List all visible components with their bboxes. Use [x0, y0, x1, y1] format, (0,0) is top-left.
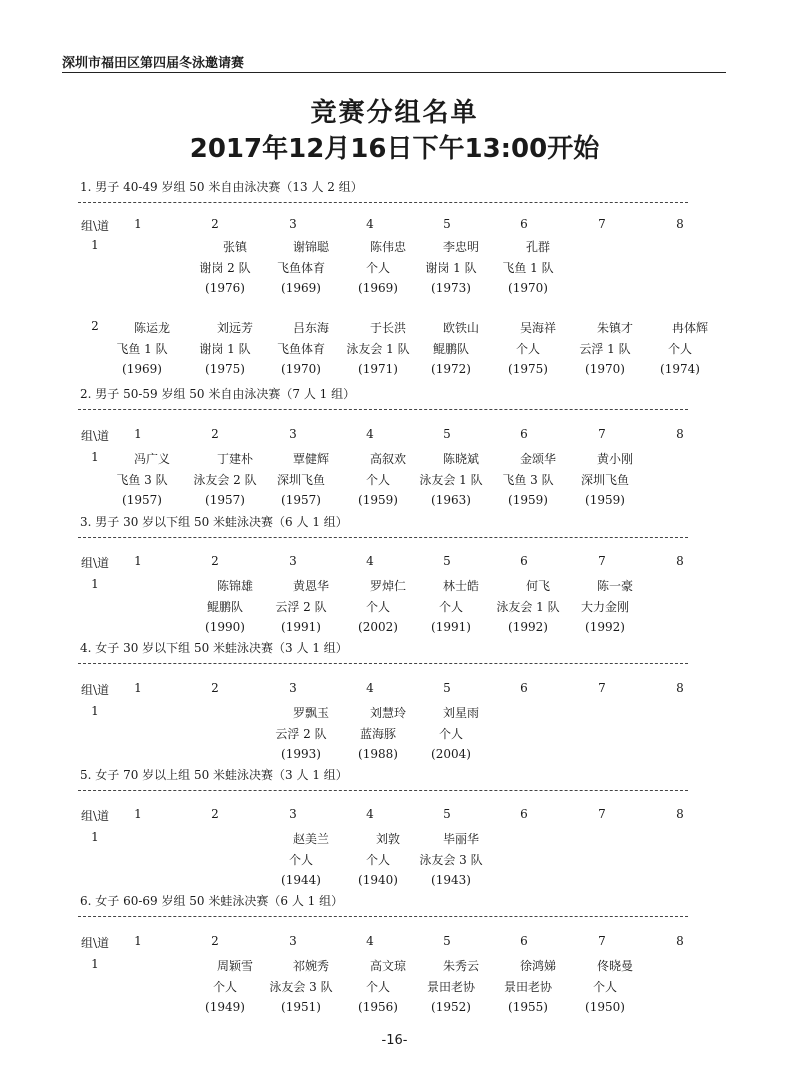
lane-header-cell: 4: [366, 554, 374, 568]
swimmer-birth-year: (1959): [358, 493, 398, 507]
swimmer-team: 泳友会 1 队: [419, 473, 483, 487]
lane-header-cell: 2: [211, 934, 219, 948]
lane-header-cell: 5: [443, 427, 451, 441]
header-rule: [62, 72, 726, 73]
dashed-rule: [78, 202, 688, 203]
swimmer-team: 个人: [592, 980, 617, 994]
swimmer-team: 景田老协: [426, 980, 475, 994]
swimmer-name: 陈锦雄: [216, 579, 253, 593]
page-number: -16-: [381, 1033, 408, 1048]
swimmer-name: 黄恩华: [292, 579, 329, 593]
swimmer-birth-year: (1971): [358, 362, 398, 376]
swimmer-birth-year: (1963): [431, 493, 471, 507]
swimmer-team: 个人: [365, 261, 390, 275]
group-label: 1: [91, 830, 99, 844]
swimmer-name: 朱秀云: [442, 959, 479, 973]
lane-header-cell: 5: [443, 934, 451, 948]
lane-header-cell: 组\道: [80, 556, 110, 570]
swimmer-birth-year: (1976): [205, 281, 245, 295]
lane-header-cell: 8: [676, 934, 684, 948]
lane-header-cell: 4: [366, 427, 374, 441]
swimmer-birth-year: (2002): [358, 620, 398, 634]
swimmer-birth-year: (1992): [508, 620, 548, 634]
lane-header-cell: 5: [443, 807, 451, 821]
swimmer-team: 个人: [667, 342, 692, 356]
swimmer-team: 个人: [365, 980, 390, 994]
swimmer-birth-year: (1957): [205, 493, 245, 507]
running-header: 深圳市福田区第四届冬泳邀请赛: [62, 56, 245, 71]
lane-header-cell: 3: [289, 681, 297, 695]
swimmer-name: 陈伟忠: [369, 240, 406, 254]
swimmer-birth-year: (1969): [122, 362, 162, 376]
swimmer-name: 吕东海: [292, 321, 329, 335]
swimmer-birth-year: (1970): [508, 281, 548, 295]
lane-header-cell: 1: [134, 427, 142, 441]
section-title: 3. 男子 30 岁以下组 50 米蛙泳决赛（6 人 1 组）: [80, 515, 348, 529]
swimmer-team: 云浮 2 队: [275, 727, 327, 741]
swimmer-name: 冯广义: [133, 452, 170, 466]
group-label: 2: [91, 319, 99, 333]
swimmer-name: 张镇: [222, 240, 247, 254]
lane-header-cell: 4: [366, 934, 374, 948]
swimmer-name: 毕丽华: [442, 832, 479, 846]
group-label: 1: [91, 450, 99, 464]
lane-header-cell: 4: [366, 681, 374, 695]
swimmer-birth-year: (1993): [281, 747, 321, 761]
swimmer-team: 深圳飞鱼: [276, 473, 325, 487]
swimmer-team: 飞鱼体育: [276, 261, 325, 275]
swimmer-team: 飞鱼 3 队: [116, 473, 168, 487]
swimmer-birth-year: (1943): [431, 873, 471, 887]
swimmer-birth-year: (1973): [431, 281, 471, 295]
swimmer-team: 个人: [365, 853, 390, 867]
swimmer-name: 欧铁山: [442, 321, 479, 335]
swimmer-birth-year: (1952): [431, 1000, 471, 1014]
swimmer-name: 吴海祥: [519, 321, 556, 335]
lane-header-cell: 6: [520, 934, 528, 948]
lane-header-cell: 2: [211, 217, 219, 231]
swimmer-name: 冉体辉: [671, 321, 708, 335]
lane-header-cell: 7: [598, 554, 606, 568]
lane-header-cell: 8: [676, 807, 684, 821]
swimmer-name: 于长洪: [369, 321, 406, 335]
dashed-rule: [78, 790, 688, 791]
lane-header-cell: 7: [598, 807, 606, 821]
lane-header-cell: 8: [676, 681, 684, 695]
lane-header-cell: 8: [676, 554, 684, 568]
swimmer-name: 陈晓斌: [442, 452, 479, 466]
lane-header-cell: 组\道: [80, 683, 110, 697]
swimmer-team: 景田老协: [503, 980, 552, 994]
swimmer-team: 泳友会 1 队: [346, 342, 410, 356]
swimmer-team: 飞鱼 3 队: [502, 473, 554, 487]
group-label: 1: [91, 957, 99, 971]
swimmer-name: 祁婉秀: [292, 959, 329, 973]
dashed-rule: [78, 409, 688, 410]
swimmer-name: 谢锦聪: [292, 240, 329, 254]
section-title: 6. 女子 60-69 岁组 50 米蛙泳决赛（6 人 1 组）: [80, 894, 344, 908]
swimmer-name: 覃健辉: [292, 452, 329, 466]
swimmer-team: 个人: [288, 853, 313, 867]
swimmer-birth-year: (1969): [281, 281, 321, 295]
group-label: 1: [91, 577, 99, 591]
swimmer-team: 飞鱼体育: [276, 342, 325, 356]
swimmer-birth-year: (1956): [358, 1000, 398, 1014]
swimmer-name: 林士皓: [442, 579, 479, 593]
swimmer-name: 陈一豪: [596, 579, 633, 593]
swimmer-team: 深圳飞鱼: [580, 473, 629, 487]
swimmer-birth-year: (1988): [358, 747, 398, 761]
swimmer-team: 飞鱼 1 队: [116, 342, 168, 356]
swimmer-team: 泳友会 3 队: [419, 853, 483, 867]
lane-header-cell: 6: [520, 681, 528, 695]
swimmer-birth-year: (1992): [585, 620, 625, 634]
swimmer-birth-year: (1970): [281, 362, 321, 376]
swimmer-team: 谢岗 1 队: [425, 261, 477, 275]
swimmer-team: 鲲鹏队: [206, 600, 243, 614]
lane-header-cell: 2: [211, 807, 219, 821]
swimmer-team: 大力金刚: [580, 600, 629, 614]
swimmer-birth-year: (1991): [281, 620, 321, 634]
lane-header-cell: 组\道: [80, 219, 110, 233]
swimmer-birth-year: (1991): [431, 620, 471, 634]
swimmer-name: 周颖雪: [216, 959, 253, 973]
lane-header-cell: 5: [443, 681, 451, 695]
swimmer-name: 黄小刚: [596, 452, 633, 466]
lane-header-cell: 3: [289, 427, 297, 441]
lane-header-cell: 3: [289, 554, 297, 568]
swimmer-name: 刘慧玲: [369, 706, 406, 720]
swimmer-name: 孔群: [525, 240, 550, 254]
swimmer-team: 鲲鹏队: [432, 342, 469, 356]
section-title: 2. 男子 50-59 岁组 50 米自由泳决赛（7 人 1 组）: [80, 387, 356, 401]
lane-header-cell: 3: [289, 217, 297, 231]
swimmer-team: 谢岗 1 队: [199, 342, 251, 356]
lane-header-cell: 4: [366, 807, 374, 821]
swimmer-name: 刘星雨: [442, 706, 479, 720]
lane-header-cell: 1: [134, 807, 142, 821]
swimmer-name: 朱镇才: [596, 321, 633, 335]
lane-header-cell: 6: [520, 807, 528, 821]
lane-header-cell: 1: [134, 554, 142, 568]
lane-header-cell: 6: [520, 427, 528, 441]
lane-header-cell: 8: [676, 427, 684, 441]
lane-header-cell: 7: [598, 217, 606, 231]
swimmer-name: 丁建朴: [216, 452, 253, 466]
swimmer-name: 徐鸿娣: [519, 959, 556, 973]
lane-header-cell: 6: [520, 217, 528, 231]
swimmer-team: 谢岗 2 队: [199, 261, 251, 275]
lane-header-cell: 1: [134, 934, 142, 948]
dashed-rule: [78, 916, 688, 917]
swimmer-birth-year: (1955): [508, 1000, 548, 1014]
swimmer-birth-year: (2004): [431, 747, 471, 761]
swimmer-team: 个人: [365, 473, 390, 487]
lane-header-cell: 1: [134, 681, 142, 695]
section-title: 1. 男子 40-49 岁组 50 米自由泳决赛（13 人 2 组）: [80, 180, 363, 194]
lane-header-cell: 5: [443, 554, 451, 568]
swimmer-birth-year: (1950): [585, 1000, 625, 1014]
lane-header-cell: 3: [289, 807, 297, 821]
lane-header-cell: 组\道: [80, 429, 110, 443]
swimmer-birth-year: (1940): [358, 873, 398, 887]
swimmer-birth-year: (1957): [122, 493, 162, 507]
swimmer-team: 飞鱼 1 队: [502, 261, 554, 275]
lane-header-cell: 7: [598, 934, 606, 948]
swimmer-team: 泳友会 3 队: [269, 980, 333, 994]
swimmer-birth-year: (1969): [358, 281, 398, 295]
swimmer-birth-year: (1949): [205, 1000, 245, 1014]
swimmer-team: 泳友会 2 队: [193, 473, 257, 487]
lane-header-cell: 7: [598, 681, 606, 695]
swimmer-team: 个人: [515, 342, 540, 356]
swimmer-name: 高文琼: [369, 959, 406, 973]
swimmer-name: 陈运龙: [133, 321, 170, 335]
group-label: 1: [91, 238, 99, 252]
lane-header-cell: 4: [366, 217, 374, 231]
swimmer-team: 泳友会 1 队: [496, 600, 560, 614]
lane-header-cell: 8: [676, 217, 684, 231]
swimmer-team: 个人: [365, 600, 390, 614]
lane-header-cell: 2: [211, 554, 219, 568]
swimmer-name: 金颂华: [519, 452, 556, 466]
swimmer-name: 高叙欢: [369, 452, 406, 466]
swimmer-birth-year: (1972): [431, 362, 471, 376]
swimmer-birth-year: (1959): [508, 493, 548, 507]
lane-header-cell: 7: [598, 427, 606, 441]
document-title: 竞赛分组名单: [310, 98, 479, 128]
swimmer-birth-year: (1957): [281, 493, 321, 507]
swimmer-name: 李忠明: [442, 240, 479, 254]
swimmer-name: 刘远芳: [216, 321, 253, 335]
swimmer-team: 蓝海豚: [359, 727, 396, 741]
swimmer-birth-year: (1944): [281, 873, 321, 887]
swimmer-team: 云浮 1 队: [579, 342, 631, 356]
swimmer-birth-year: (1974): [660, 362, 700, 376]
section-title: 4. 女子 30 岁以下组 50 米蛙泳决赛（3 人 1 组）: [80, 641, 348, 655]
section-title: 5. 女子 70 岁以上组 50 米蛙泳决赛（3 人 1 组）: [80, 768, 348, 782]
swimmer-birth-year: (1990): [205, 620, 245, 634]
swimmer-team: 个人: [212, 980, 237, 994]
dashed-rule: [78, 663, 688, 664]
lane-header-cell: 2: [211, 427, 219, 441]
swimmer-birth-year: (1975): [508, 362, 548, 376]
lane-header-cell: 5: [443, 217, 451, 231]
lane-header-cell: 组\道: [80, 809, 110, 823]
lane-header-cell: 6: [520, 554, 528, 568]
group-label: 1: [91, 704, 99, 718]
swimmer-name: 佟晓曼: [596, 959, 633, 973]
lane-header-cell: 2: [211, 681, 219, 695]
lane-header-cell: 1: [134, 217, 142, 231]
lane-header-cell: 组\道: [80, 936, 110, 950]
swimmer-name: 何飞: [525, 579, 550, 593]
swimmer-name: 罗飘玉: [292, 706, 329, 720]
swimmer-name: 罗焯仁: [369, 579, 406, 593]
swimmer-birth-year: (1959): [585, 493, 625, 507]
lane-header-cell: 3: [289, 934, 297, 948]
swimmer-name: 刘敦: [375, 832, 400, 846]
swimmer-team: 个人: [438, 600, 463, 614]
dashed-rule: [78, 537, 688, 538]
swimmer-name: 赵美兰: [292, 832, 329, 846]
swimmer-birth-year: (1951): [281, 1000, 321, 1014]
document-subtitle: 2017年12月16日下午13:00开始: [189, 134, 600, 164]
swimmer-birth-year: (1975): [205, 362, 245, 376]
swimmer-team: 个人: [438, 727, 463, 741]
swimmer-team: 云浮 2 队: [275, 600, 327, 614]
swimmer-birth-year: (1970): [585, 362, 625, 376]
